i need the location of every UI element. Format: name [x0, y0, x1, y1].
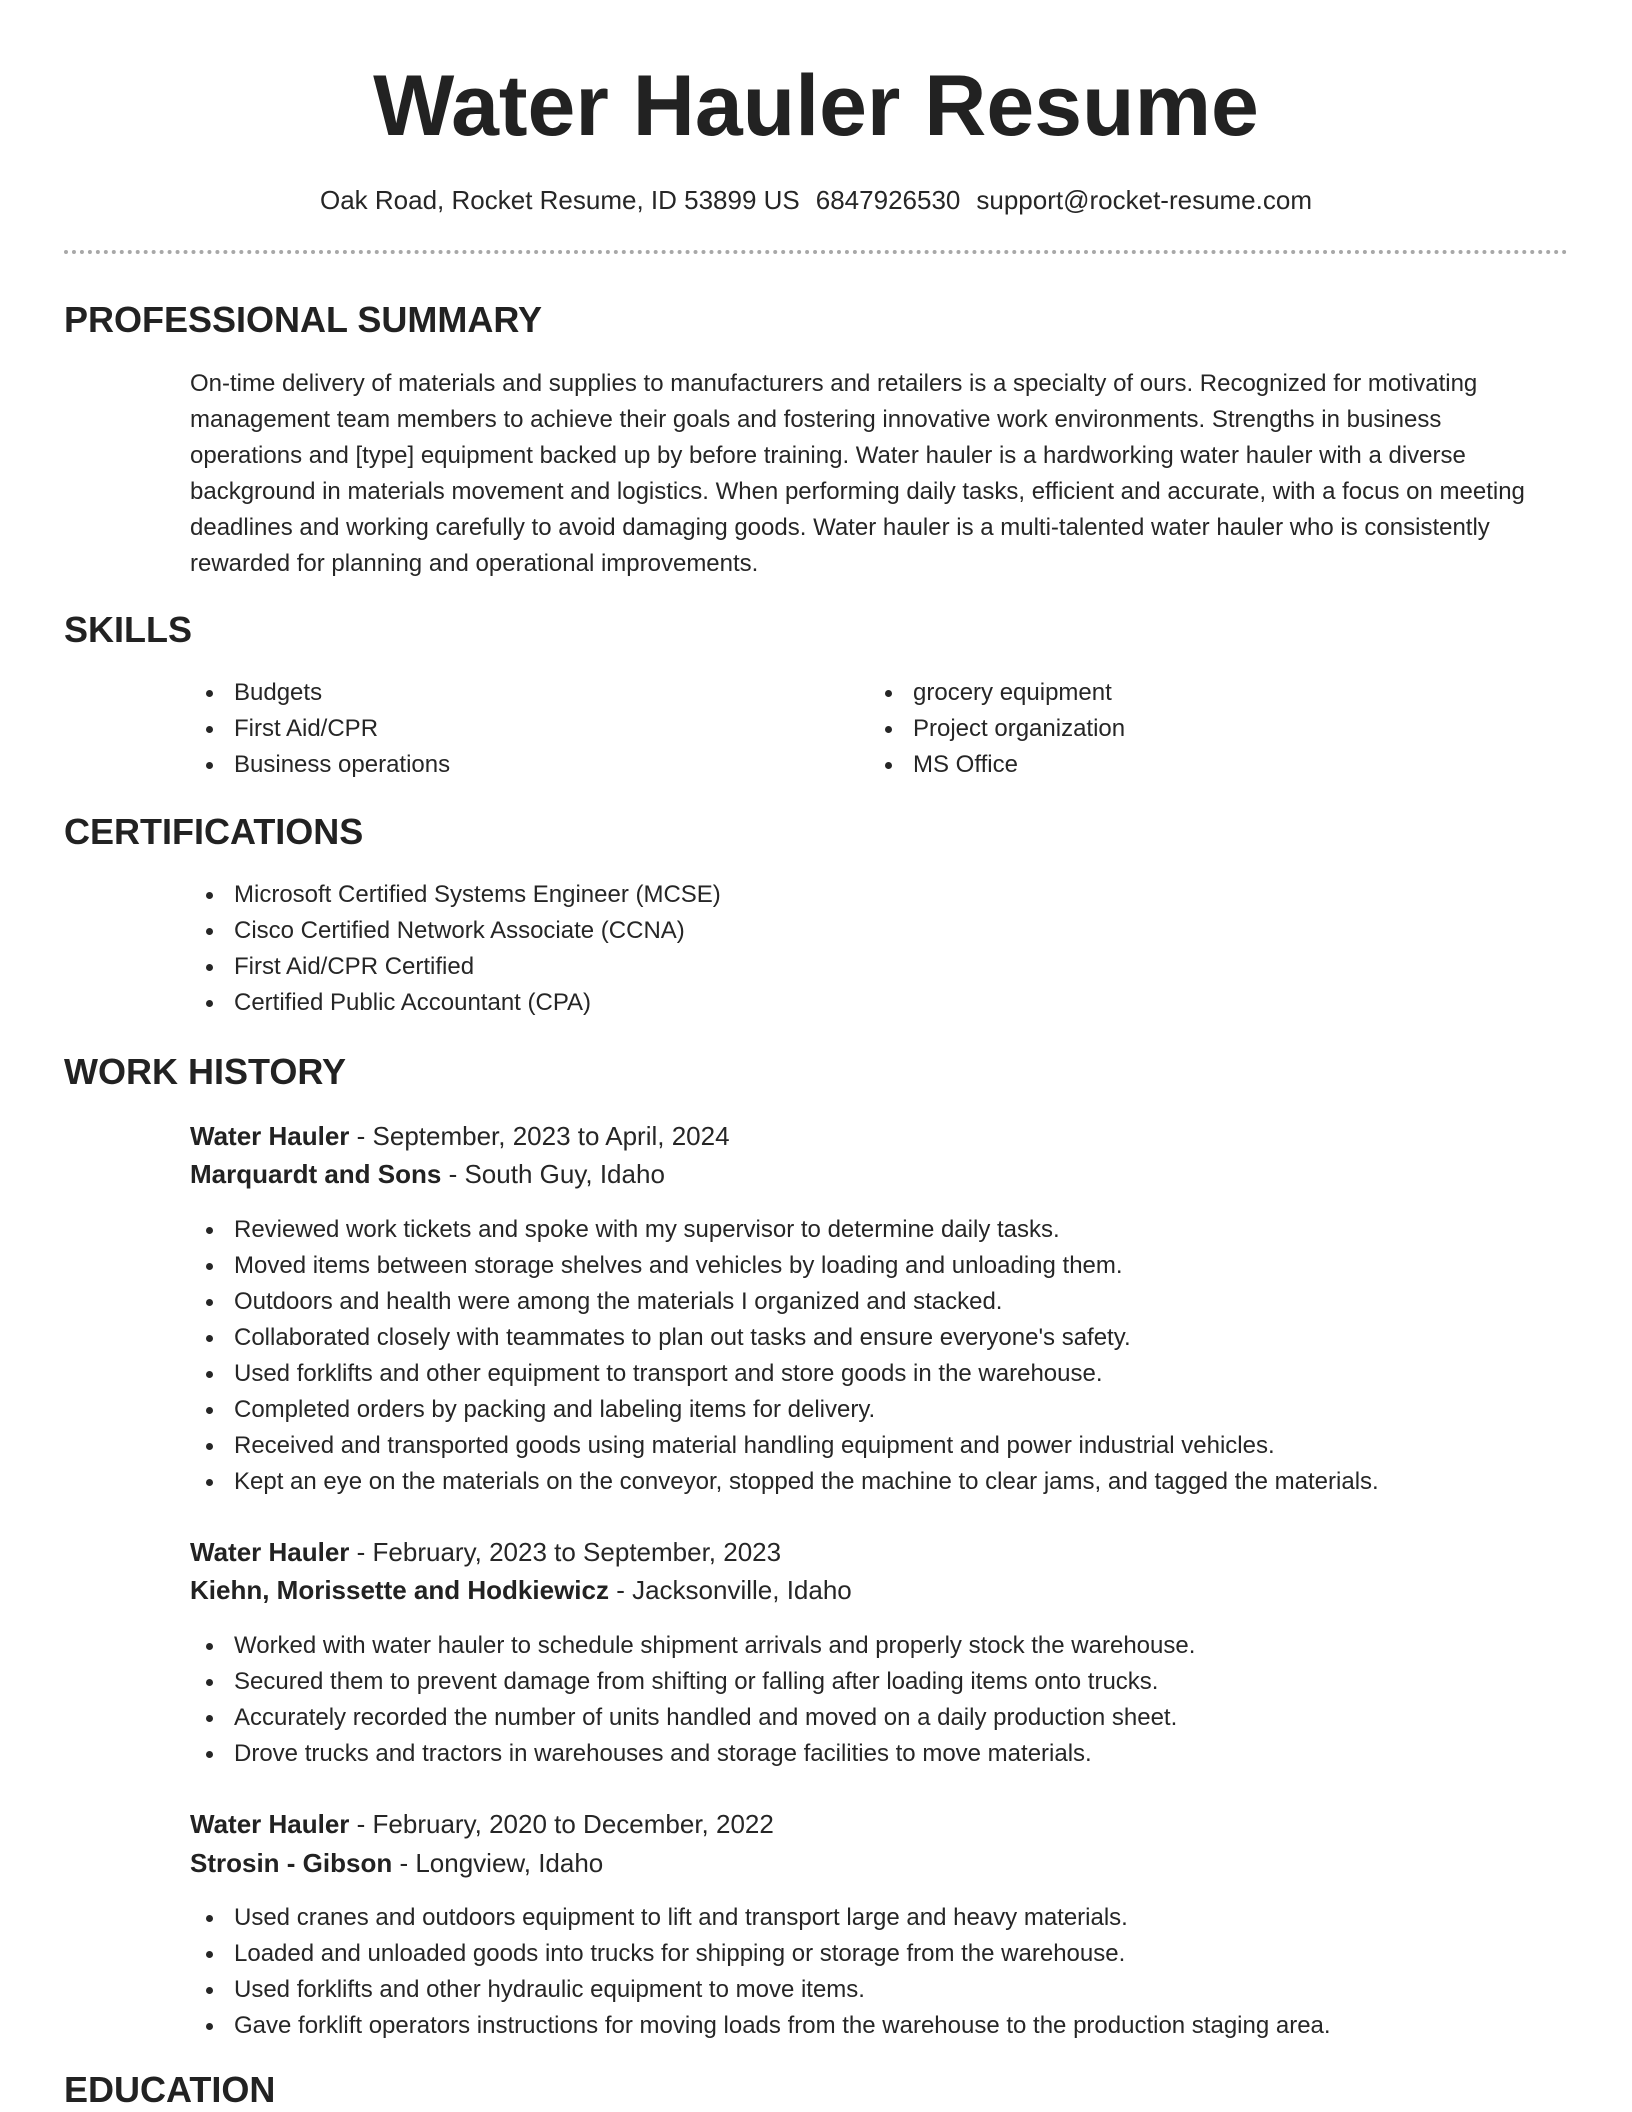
list-item: Project organization — [869, 711, 1509, 747]
list-item: Outdoors and health were among the materials I organized and stacked. — [190, 1284, 1570, 1320]
job-company-line — [190, 1571, 852, 1609]
list-item: Business operations — [190, 747, 830, 783]
summary-text: On-time delivery of materials and supplies to manufacturers and retailers is a specialty of ours. Recognized for motivating management team members to achieve their goals and fostering innovative work environments. Strengths in business operations and [type] equipment backed up by before training. Water hauler is a hardworking water hauler with a diverse background in materials movement and logistics. When performing daily tasks, efficient and accurate, with a focus on meeting deadlines and working carefully to avoid damaging goods. Water hauler is a multi-talented water hauler who is consistently rewarded for planning and operational improvements. — [190, 370, 1525, 577]
job-title: Water Hauler — [190, 1809, 350, 1839]
section-title-education: EDUCATION — [64, 2069, 276, 2110]
job-location: - Longview, Idaho — [392, 1848, 604, 1878]
list-item: Completed orders by packing and labeling items for delivery. — [190, 1392, 1570, 1428]
job-company: Strosin - Gibson — [190, 1848, 393, 1878]
job-location: - South Guy, Idaho — [441, 1159, 665, 1189]
list-item: Gave forklift operators instructions for moving loads from the warehouse to the production staging area. — [190, 2008, 1570, 2044]
job-company-line — [190, 1844, 603, 1882]
list-item: Used forklifts and other equipment to transport and store goods in the warehouse. — [190, 1356, 1570, 1392]
job-company-line — [190, 1155, 665, 1193]
job-dates: - September, 2023 to April, 2024 — [349, 1121, 730, 1151]
job-bullets — [190, 1628, 1570, 1772]
skills-list-right — [869, 675, 1509, 783]
list-item: Kept an eye on the materials on the conveyor, stopped the machine to clear jams, and tagged the materials. — [190, 1464, 1570, 1500]
list-item: Moved items between storage shelves and vehicles by loading and unloading them. — [190, 1248, 1570, 1284]
list-item: MS Office — [869, 747, 1509, 783]
section-title-certifications: CERTIFICATIONS — [64, 811, 364, 852]
header-divider — [64, 250, 1568, 254]
list-item: Budgets — [190, 675, 830, 711]
job-title: Water Hauler — [190, 1121, 350, 1151]
list-item: Microsoft Certified Systems Engineer (MCSE) — [190, 877, 1490, 913]
list-item: Worked with water hauler to schedule shipment arrivals and properly stock the warehouse. — [190, 1628, 1570, 1664]
list-item: Collaborated closely with teammates to plan out tasks and ensure everyone's safety. — [190, 1320, 1570, 1356]
job-title-line — [190, 1117, 730, 1155]
section-title-work-history: WORK HISTORY — [64, 1051, 347, 1092]
list-item: Cisco Certified Network Associate (CCNA) — [190, 913, 1490, 949]
skills-list-left — [190, 675, 830, 783]
contact-email: support@rocket-resume.com — [976, 185, 1312, 215]
list-item: Drove trucks and tractors in warehouses and storage facilities to move materials. — [190, 1736, 1570, 1772]
list-item: First Aid/CPR — [190, 711, 830, 747]
job-bullets — [190, 1900, 1570, 2044]
list-item: Certified Public Accountant (CPA) — [190, 985, 1490, 1021]
section-title-skills: SKILLS — [64, 609, 193, 650]
resume-title: Water Hauler Resume — [373, 58, 1259, 154]
list-item: Accurately recorded the number of units handled and moved on a daily production sheet. — [190, 1700, 1570, 1736]
job-title-line — [190, 1805, 774, 1843]
list-item: First Aid/CPR Certified — [190, 949, 1490, 985]
list-item: Used forklifts and other hydraulic equipment to move items. — [190, 1972, 1570, 2008]
contact-line — [0, 182, 1632, 218]
job-dates: - February, 2020 to December, 2022 — [349, 1809, 774, 1839]
contact-phone: 6847926530 — [815, 185, 961, 215]
job-company: Kiehn, Morissette and Hodkiewicz — [190, 1575, 609, 1605]
list-item: Secured them to prevent damage from shifting or falling after loading items onto trucks. — [190, 1664, 1570, 1700]
job-bullets — [190, 1212, 1570, 1500]
list-item: grocery equipment — [869, 675, 1509, 711]
section-title-summary: PROFESSIONAL SUMMARY — [64, 299, 543, 340]
job-dates: - February, 2023 to September, 2023 — [349, 1537, 782, 1567]
contact-address: Oak Road, Rocket Resume, ID 53899 US — [319, 185, 800, 215]
certifications-list — [190, 877, 1490, 1021]
job-location: - Jacksonville, Idaho — [608, 1575, 852, 1605]
job-title: Water Hauler — [190, 1537, 350, 1567]
list-item: Loaded and unloaded goods into trucks for shipping or storage from the warehouse. — [190, 1936, 1570, 1972]
job-company: Marquardt and Sons — [190, 1159, 442, 1189]
list-item: Reviewed work tickets and spoke with my supervisor to determine daily tasks. — [190, 1212, 1570, 1248]
list-item: Used cranes and outdoors equipment to lift and transport large and heavy materials. — [190, 1900, 1570, 1936]
list-item: Received and transported goods using material handling equipment and power industrial vehicles. — [190, 1428, 1570, 1464]
job-title-line — [190, 1533, 781, 1571]
